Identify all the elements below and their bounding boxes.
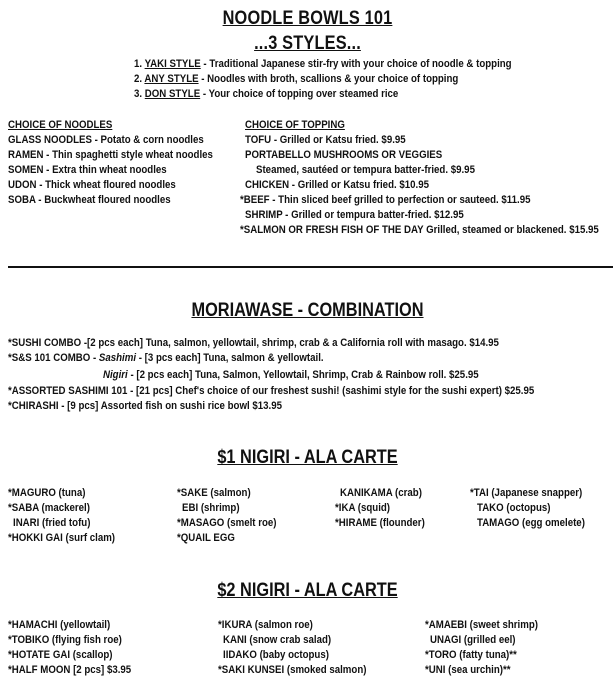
section-divider [8, 266, 613, 268]
combo-ss-nigiri: Nigiri [103, 369, 128, 381]
nigiri2-item: *TOBIKO (flying fish roe) [8, 634, 122, 646]
style-2 [134, 73, 458, 85]
nigiri1-item: *IKA (squid) [335, 502, 391, 514]
nigiri1-item: *HOKKI GAI (surf clam) [8, 532, 116, 544]
style-1-num: 1. [134, 58, 143, 70]
noodle-bowls-subtitle: ...3 STYLES... [254, 33, 361, 54]
style-3-num: 3. [134, 88, 143, 100]
nigiri1-item: *SABA (mackerel) [8, 502, 90, 514]
style-3-name: DON STYLE [144, 88, 201, 100]
combo-ss-sashimi-desc: - [3 pcs each] Tuna, salmon & yellowtail. [136, 352, 324, 364]
style-2-name: ANY STYLE [144, 73, 199, 85]
noodles-header: CHOICE OF NOODLES [8, 119, 113, 131]
topping-item: PORTABELLO MUSHROOMS OR VEGGIES [245, 149, 443, 161]
nigiri1-item: *MASAGO (smelt roe) [177, 517, 277, 529]
combo-item: *CHIRASHI - [9 pcs] Assorted fish on sushi rice bowl $13.95 [8, 400, 282, 412]
moriawase-title: MORIAWASE - COMBINATION [191, 300, 424, 321]
topping-item: CHICKEN - Grilled or Katsu fried. $10.95 [245, 179, 429, 191]
noodle-item: SOMEN - Extra thin wheat noodles [8, 164, 167, 176]
nigiri2-item: *HOTATE GAI (scallop) [8, 649, 113, 661]
combo-item: *ASSORTED SASHIMI 101 - [21 pcs] Chef's choice of our freshest sushi! (sashimi style for the sushi expert) $25.95 [8, 385, 535, 397]
nigiri2-item: IIDAKO (baby octopus) [223, 649, 329, 661]
nigiri1-item: TAMAGO (egg omelete) [477, 517, 585, 529]
nigiri1-title: $1 NIGIRI - ALA CARTE [217, 447, 398, 468]
topping-item: Steamed, sautéed or tempura batter-fried. $9.95 [256, 164, 475, 176]
nigiri2-item: *HAMACHI (yellowtail) [8, 619, 111, 631]
style-1-desc: - Traditional Japanese stir-fry with your choice of noodle & topping [200, 58, 512, 70]
noodle-item: UDON - Thick wheat floured noodles [8, 179, 176, 191]
combo-ss-sashimi: Sashimi [98, 352, 137, 364]
noodle-item: RAMEN - Thin spaghetti style wheat noodles [8, 149, 213, 161]
topping-item: SHRIMP - Grilled or tempura batter-fried. $12.95 [245, 209, 464, 221]
style-1 [134, 58, 512, 70]
combo-item [8, 352, 324, 364]
style-2-num: 2. [134, 73, 143, 85]
nigiri1-item: TAKO (octopus) [477, 502, 551, 514]
nigiri1-item: EBI (shrimp) [182, 502, 240, 514]
nigiri2-item: *UNI (sea urchin)** [425, 664, 511, 676]
nigiri2-item: *AMAEBI (sweet shrimp) [425, 619, 538, 631]
nigiri2-item: *IKURA (salmon roe) [218, 619, 313, 631]
nigiri1-item: *QUAIL EGG [177, 532, 235, 544]
nigiri1-item: *SAKE (salmon) [177, 487, 251, 499]
nigiri2-item: UNAGI (grilled eel) [430, 634, 516, 646]
nigiri2-title: $2 NIGIRI - ALA CARTE [217, 580, 398, 601]
noodle-bowls-title: NOODLE BOWLS 101 [222, 8, 393, 29]
style-3 [134, 88, 398, 100]
nigiri2-item: *HALF MOON [2 pcs] $3.95 [8, 664, 132, 676]
topping-item: *BEEF - Thin sliced beef grilled to perfection or sauteed. $11.95 [240, 194, 531, 206]
nigiri2-item: KANI (snow crab salad) [223, 634, 332, 646]
combo-ss-nigiri-desc: - [2 pcs each] Tuna, Salmon, Yellowtail, Shrimp, Crab & Rainbow roll. $25.95 [127, 369, 479, 381]
topping-item: *SALMON OR FRESH FISH OF THE DAY Grilled, steamed or blackened. $15.95 [240, 224, 599, 236]
combo-item: *SUSHI COMBO -[2 pcs each] Tuna, salmon, yellowtail, shrimp, crab & a California roll with masago. $14.95 [8, 337, 499, 349]
combo-item [103, 369, 479, 381]
nigiri1-item: KANIKAMA (crab) [340, 487, 422, 499]
nigiri2-item: *SAKI KUNSEI (smoked salmon) [218, 664, 367, 676]
style-3-desc: - Your choice of topping over steamed rice [200, 88, 399, 100]
noodle-item: SOBA - Buckwheat floured noodles [8, 194, 171, 206]
nigiri2-item: *TORO (fatty tuna)** [425, 649, 517, 661]
noodle-item: GLASS NOODLES - Potato & corn noodles [8, 134, 204, 146]
style-1-name: YAKI STYLE [144, 58, 201, 70]
nigiri1-item: *HIRAME (flounder) [335, 517, 425, 529]
nigiri1-item: INARI (fried tofu) [13, 517, 91, 529]
combo-ss-label: *S&S 101 COMBO - [8, 352, 99, 364]
style-2-desc: - Noodles with broth, scallions & your choice of topping [198, 73, 459, 85]
nigiri1-item: *TAI (Japanese snapper) [470, 487, 583, 499]
topping-item: TOFU - Grilled or Katsu fried. $9.95 [245, 134, 406, 146]
topping-header: CHOICE OF TOPPING [245, 119, 345, 131]
nigiri1-item: *MAGURO (tuna) [8, 487, 86, 499]
